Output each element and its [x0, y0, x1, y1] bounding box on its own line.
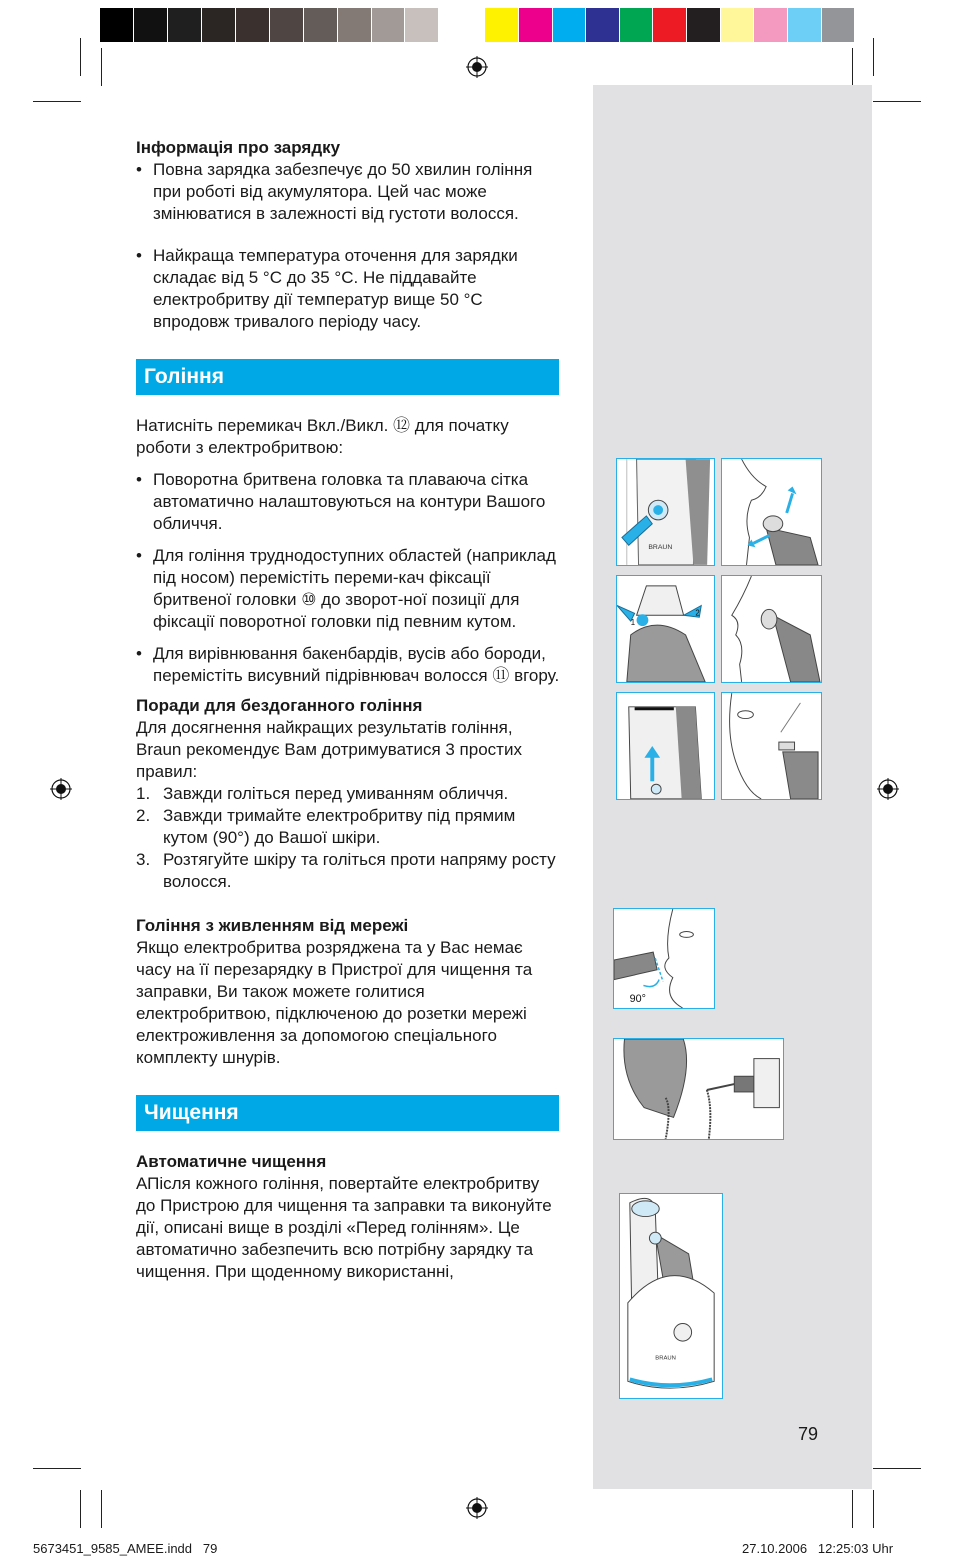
list-item: • Повна зарядка забезпечує до 50 хвилин гоління при роботі від акумулятора. Цей час може змінюватися в залежності від густоти волосся. [136, 160, 533, 223]
charging-heading: Інформація про зарядку [136, 138, 341, 157]
svg-text:BRAUN: BRAUN [655, 1355, 676, 1362]
color-swatch [372, 8, 406, 42]
trimmer-illustration [616, 692, 715, 800]
registration-mark-icon [877, 778, 899, 800]
color-swatch [338, 8, 372, 42]
color-swatch [822, 8, 856, 42]
color-swatch [439, 8, 473, 42]
cleaning-station-illustration [619, 1193, 723, 1399]
list-item: 3. Розтягуйте шкіру та голіться проти напряму росту волосся. [136, 850, 556, 891]
footer-timestamp: 27.10.2006 12:25:03 Uhr [742, 1541, 894, 1556]
color-swatch [620, 8, 654, 42]
color-swatch [653, 8, 687, 42]
svg-text:BRAUN: BRAUN [648, 544, 673, 552]
mains-text: Якщо електробритва розряджена та у Вас немає часу на її перезарядку в Пристрої для чищення та заправки, Ви також можете голитися електробритвою, підключеною до розетки мережі електроживлення за допомогою спеціального комплекту шнурів. [136, 938, 533, 1067]
color-swatch [304, 8, 338, 42]
crop-mark [873, 101, 921, 102]
crop-mark [852, 48, 853, 86]
angle-90-illustration [613, 908, 715, 1009]
color-swatch [270, 8, 304, 42]
footer-file-info: 5673451_9585_AMEE.indd 79 [33, 1541, 218, 1556]
crop-mark [873, 38, 874, 76]
color-bar-gap [473, 8, 485, 42]
color-swatch [202, 8, 236, 42]
list-item: • Найкраща температура оточення для зарядки складає від 5 °C до 35 °C. Не піддавайте електробритву дії температур вище 50 °C впродовж тривалого періоду часу. [136, 246, 518, 331]
shaving-intro: Натисніть перемикач Вкл./Викл. ⑫ для початку роботи з електробритвою: [136, 416, 509, 457]
text-column [136, 137, 561, 1283]
auto-cleaning-text: АПісля кожного гоління, повертайте електробритву до Пристрою для чищення та заправки та виконуйте дії, описані вище в розділі «Перед голінням». Це автоматично забезпечить всю потрібну зарядку та чищення. При щоденному використанні, [136, 1174, 552, 1281]
svg-text:2: 2 [695, 608, 700, 618]
color-swatch [519, 8, 553, 42]
sideburn-trim-illustration [721, 692, 822, 800]
color-swatch [134, 8, 168, 42]
crop-mark [33, 101, 81, 102]
mains-heading: Гоління з живленням від мережі [136, 916, 409, 935]
registration-mark-icon [466, 1497, 488, 1519]
color-swatch [485, 8, 519, 42]
crop-mark [80, 38, 81, 76]
crop-mark [33, 1468, 81, 1469]
crop-mark [873, 1490, 874, 1528]
crop-mark [101, 1490, 102, 1528]
list-item: • Для гоління труднодоступних областей (наприклад під носом) перемістіть переми-кач фіксації бритвеної головки ⑩ до зворот-ної позиції для фіксації поворотної головки під певним кутом. [136, 546, 556, 631]
list-item: • Поворотна бритвена головка та плаваюча сітка автоматично налаштовуються на контури Вашого обличчя. [136, 470, 546, 533]
auto-cleaning-heading: Автоматичне чищення [136, 1152, 327, 1171]
under-nose-shaving-illustration [721, 575, 822, 683]
color-swatch [100, 8, 134, 42]
color-swatch [586, 8, 620, 42]
color-swatch [788, 8, 822, 42]
color-swatch [168, 8, 202, 42]
color-swatch [754, 8, 788, 42]
crop-mark [101, 48, 102, 86]
crop-mark [80, 1490, 81, 1528]
list-item: 1. Завжди голіться перед умиванням обличчя. [136, 784, 509, 803]
cleaning-section-bar: Чищення [136, 1095, 559, 1131]
mains-cable-illustration [613, 1038, 784, 1140]
svg-text:1: 1 [630, 618, 636, 628]
head-lock-illustration [616, 575, 715, 683]
color-swatch [687, 8, 721, 42]
svg-text:90°: 90° [629, 993, 646, 1006]
shaving-section-bar: Гоління [136, 359, 559, 395]
face-shaving-illustration [721, 458, 822, 566]
list-item: • Для вирівнювання бакенбардів, вусів або бороди, перемістіть висувний підрівнювач волосся ⑪ вгору. [136, 644, 560, 685]
crop-mark [852, 1490, 853, 1528]
color-swatch [236, 8, 270, 42]
tips-heading: Поради для бездоганного гоління [136, 696, 423, 715]
tips-intro: Для досягнення найкращих результатів гоління, Braun рекомендує Вам дотримуватися 3 простих правил: [136, 718, 522, 781]
page-number: 79 [798, 1424, 819, 1444]
crop-mark [873, 1468, 921, 1469]
registration-mark-icon [466, 56, 488, 78]
registration-mark-icon [50, 778, 72, 800]
shaver-switch-illustration [616, 458, 715, 566]
color-swatch [553, 8, 587, 42]
list-item: 2. Завжди тримайте електробритву під прямим кутом (90°) до Вашої шкіри. [136, 806, 516, 847]
color-swatch [405, 8, 439, 42]
color-swatch [721, 8, 755, 42]
print-color-bar [100, 8, 855, 42]
